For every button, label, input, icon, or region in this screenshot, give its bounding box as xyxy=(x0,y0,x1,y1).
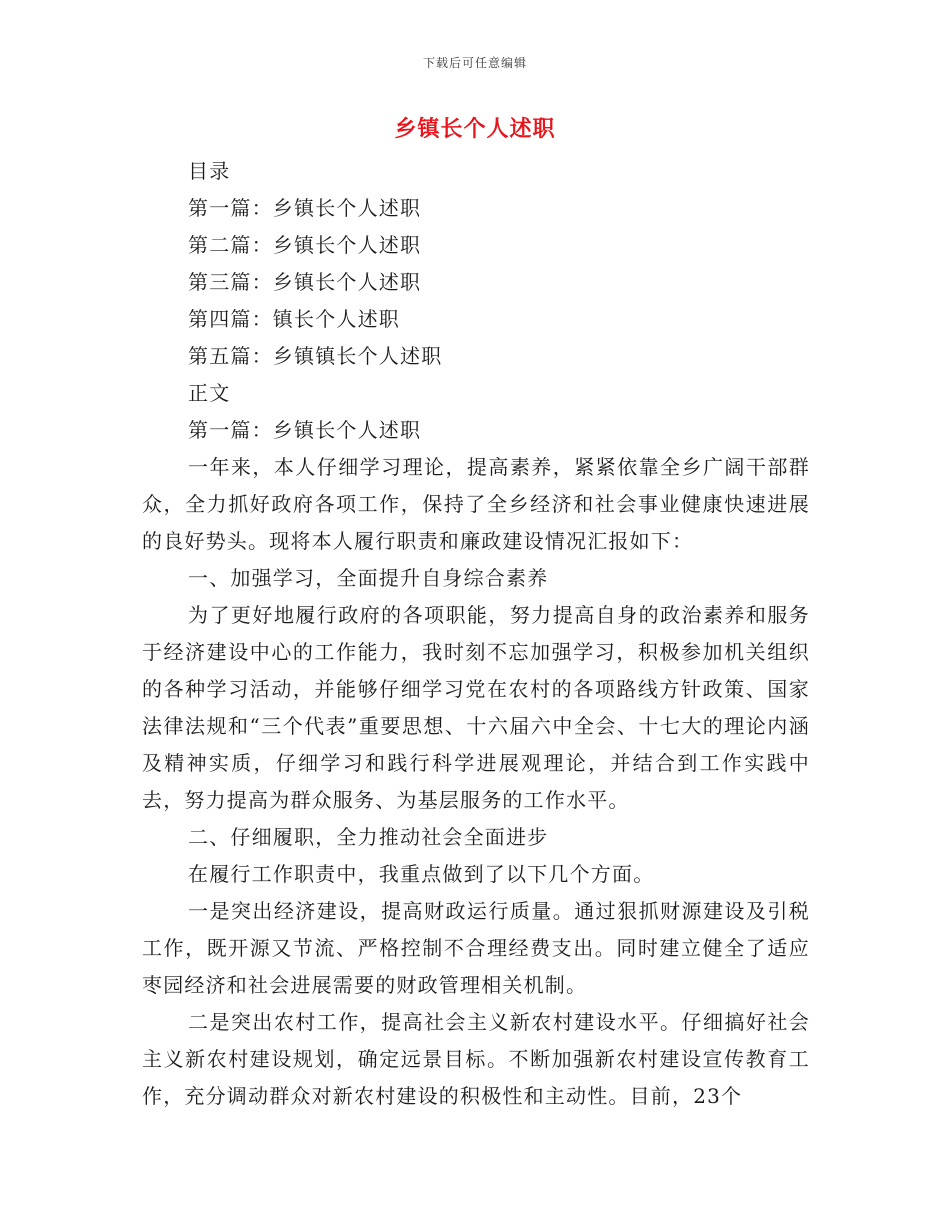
section-heading-1: 一、加强学习，全面提升自身综合素养 xyxy=(188,566,549,590)
toc-item: 第三篇：乡镇长个人述职 xyxy=(188,270,422,294)
document-body xyxy=(142,153,810,1115)
toc-item: 第二篇：乡镇长个人述职 xyxy=(188,233,422,257)
paragraph-study: 为了更好地履行政府的各项职能，努力提高自身的政治素养和服务于经济建设中心的工作能力，我时刻不忘加强学习，积极参加机关组织的各种学习活动，并能够仔细学习党在农村的各项路线方针政策、国家法律法规和“三个代表”重要思想、十六届六中全会、十七大的理论内涵及精神实质，仔细学习和践行科学进展观理论，并结合到工作实践中去，努力提高为群众服务、为基层服务的工作水平。 xyxy=(142,603,810,812)
paragraph-rural: 二是突出农村工作，提高社会主义新农村建设水平。仔细搞好社会主义新农村建设规划，确定远景目标。不断加强新农村建设宣传教育工作，充分调动群众对新农村建设的积极性和主动性。目前，23个 xyxy=(142,1010,810,1108)
section-heading-2: 二、仔细履职，全力推动社会全面进步 xyxy=(188,825,549,849)
header-note: 下载后可任意编辑 xyxy=(422,56,527,70)
toc-item: 第四篇：镇长个人述职 xyxy=(188,307,400,331)
toc-heading: 目录 xyxy=(188,159,231,183)
paragraph-intro: 一年来，本人仔细学习理论，提高素养，紧紧依靠全乡广阔干部群众，全力抓好政府各项工作，保持了全乡经济和社会事业健康快速进展的良好势头。现将本人履行职责和廉政建设情况汇报如下： xyxy=(142,455,810,553)
toc-item: 第一篇：乡镇长个人述职 xyxy=(188,196,422,220)
paragraph-economy: 一是突出经济建设，提高财政运行质量。通过狠抓财源建设及引税工作，既开源又节流、严格控制不合理经费支出。同时建立健全了适应枣园经济和社会进展需要的财政管理相关机制。 xyxy=(142,899,810,997)
document-title: 乡镇长个人述职 xyxy=(394,116,556,142)
toc-item: 第五篇：乡镇镇长个人述职 xyxy=(188,344,443,368)
chapter-title: 第一篇：乡镇长个人述职 xyxy=(188,418,422,442)
body-heading: 正文 xyxy=(188,381,231,405)
paragraph-duties: 在履行工作职责中，我重点做到了以下几个方面。 xyxy=(188,862,655,886)
